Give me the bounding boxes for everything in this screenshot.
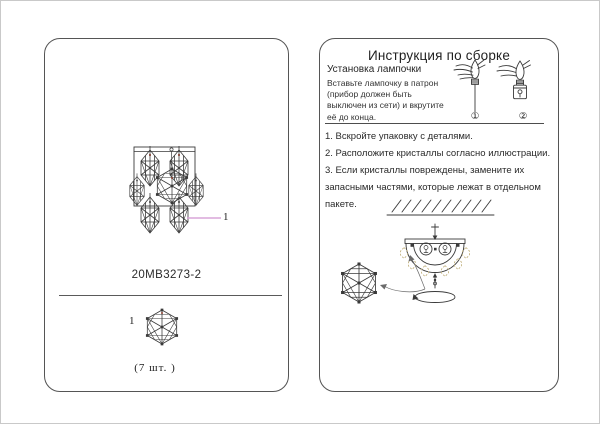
assembly-step: 2. Расположите кристаллы согласно иллюстрации. bbox=[325, 148, 551, 159]
bulb-installation-illustrations bbox=[446, 55, 550, 123]
bulb-body-line: её до конца. bbox=[327, 111, 377, 122]
finial-screw-arrow bbox=[413, 273, 456, 303]
hand-screwing-bulb-illustration bbox=[497, 61, 531, 99]
figure-2-label: ② bbox=[518, 111, 528, 122]
hand-holding-bulb-illustration bbox=[454, 60, 485, 112]
bulb-section-heading: Установка лампочки bbox=[327, 64, 422, 75]
crystal-ball-drawing bbox=[341, 262, 377, 303]
bulb-socket-symbol bbox=[420, 243, 432, 255]
bulb-body-line: выключен из сети) и вкрутите bbox=[327, 100, 444, 111]
spare-part-crystal-drawing bbox=[146, 309, 178, 346]
left-page bbox=[44, 38, 289, 392]
section-separator bbox=[325, 123, 544, 124]
wall-lamp-drawing bbox=[45, 39, 290, 393]
bulb-body-line: Вставьте лампочку в патрон bbox=[327, 78, 439, 88]
part-item-number: 1 bbox=[129, 315, 135, 327]
lamp-crystals bbox=[130, 146, 203, 233]
bulb-body-line: (прибор должен быть bbox=[327, 89, 412, 100]
bulb-socket-symbol bbox=[439, 243, 451, 255]
right-page bbox=[319, 38, 559, 392]
mount-arrow-down bbox=[432, 224, 439, 240]
bulb-section-body bbox=[327, 78, 457, 123]
lamp-callout-label: 1 bbox=[223, 211, 229, 223]
part-quantity: (7 шт. ) bbox=[134, 362, 176, 374]
assembly-step: 1. Вскройте упаковку с деталями. bbox=[325, 131, 473, 142]
left-page-divider bbox=[59, 295, 282, 296]
assembly-step: 3. Если кристаллы повреждены, замените их запасными частями, которые лежат в отдельном пакете. bbox=[325, 165, 541, 210]
model-number: 20MB3273-2 bbox=[131, 269, 202, 281]
crystal-pointer-arrows bbox=[380, 255, 425, 292]
ceiling-hatch bbox=[387, 200, 494, 215]
assembly-diagram bbox=[330, 191, 510, 323]
figure-1-label: ① bbox=[470, 111, 480, 122]
page-title: Инструкция по сборке bbox=[367, 48, 511, 63]
